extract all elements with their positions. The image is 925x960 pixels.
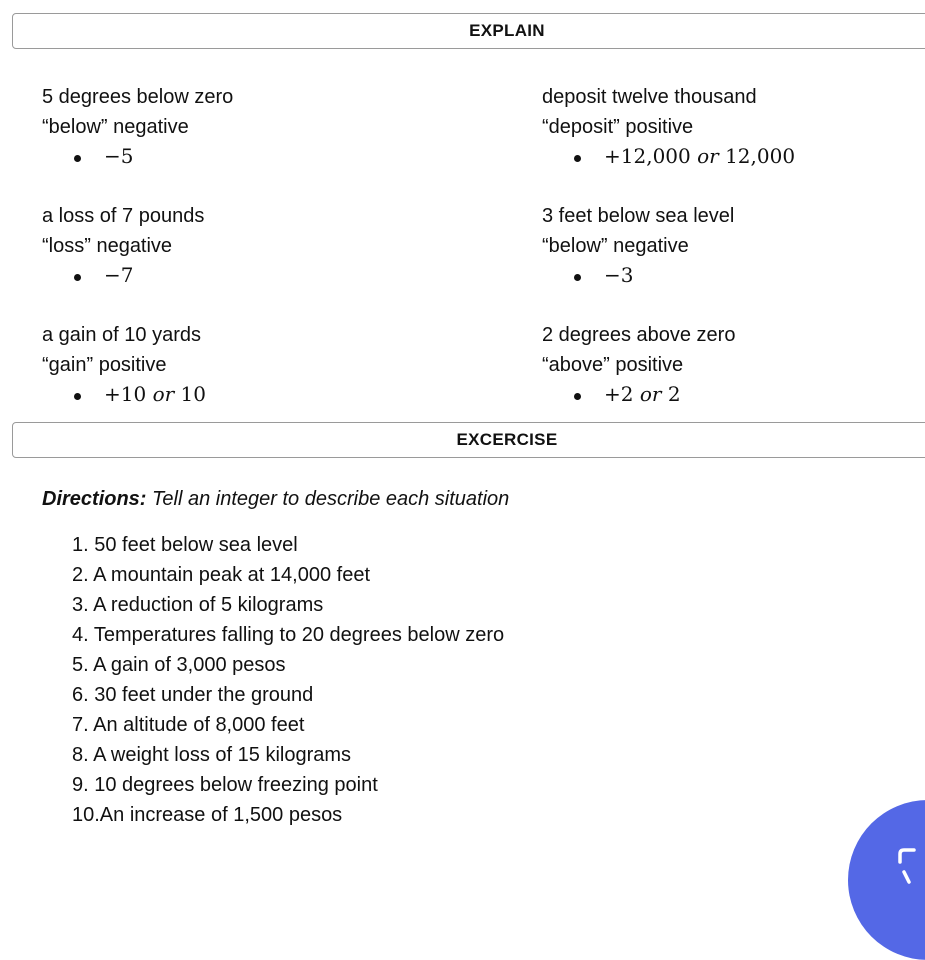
example-integer: +12,000 or 12,000 bbox=[604, 144, 796, 168]
example-integer: +10 or 10 bbox=[104, 382, 206, 406]
exercise-title: EXCERCISE bbox=[456, 430, 558, 449]
exercise-header bbox=[12, 422, 925, 458]
directions bbox=[42, 488, 509, 511]
directions-label: Directions: bbox=[42, 488, 147, 510]
bullet bbox=[74, 393, 81, 400]
example-integer: −7 bbox=[104, 263, 134, 287]
example-integer: −3 bbox=[604, 263, 634, 287]
example-keyword: “above” positive bbox=[542, 354, 684, 376]
list-item: 7. An altitude of 8,000 feet bbox=[72, 714, 305, 736]
list-item: 4. Temperatures falling to 20 degrees below zero bbox=[72, 624, 505, 646]
bullet bbox=[574, 274, 581, 281]
example-phrase: 2 degrees above zero bbox=[542, 324, 736, 346]
list-item: 10.An increase of 1,500 pesos bbox=[72, 804, 343, 826]
list-item: 8. A weight loss of 15 kilograms bbox=[72, 744, 352, 766]
example-phrase: deposit twelve thousand bbox=[542, 86, 757, 108]
list-item: 6. 30 feet under the ground bbox=[72, 684, 314, 706]
list-item: 2. A mountain peak at 14,000 feet bbox=[72, 564, 371, 586]
bullet bbox=[574, 155, 581, 162]
example-phrase: 3 feet below sea level bbox=[542, 205, 735, 227]
list-item: 9. 10 degrees below freezing point bbox=[72, 774, 378, 796]
example-keyword: “deposit” positive bbox=[542, 116, 694, 138]
example-phrase: 5 degrees below zero bbox=[42, 86, 234, 108]
example-integer: −5 bbox=[104, 144, 134, 168]
example-phrase: a gain of 10 yards bbox=[42, 324, 201, 346]
bullet bbox=[74, 155, 81, 162]
example-keyword: “below” negative bbox=[42, 116, 189, 138]
explain-header bbox=[12, 13, 925, 49]
example-phrase: a loss of 7 pounds bbox=[42, 205, 205, 227]
list-item: 5. A gain of 3,000 pesos bbox=[72, 654, 286, 676]
example-keyword: “loss” negative bbox=[42, 235, 173, 257]
list-item: 3. A reduction of 5 kilograms bbox=[72, 594, 324, 616]
crop-scan-icon bbox=[898, 848, 925, 888]
explain-title: EXPLAIN bbox=[469, 21, 545, 40]
bullet bbox=[74, 274, 81, 281]
bullet bbox=[574, 393, 581, 400]
directions-text: Tell an integer to describe each situation bbox=[152, 488, 510, 510]
example-keyword: “gain” positive bbox=[42, 354, 167, 376]
example-integer: +2 or 2 bbox=[604, 382, 681, 406]
example-keyword: “below” negative bbox=[542, 235, 689, 257]
list-item: 1. 50 feet below sea level bbox=[72, 534, 298, 556]
